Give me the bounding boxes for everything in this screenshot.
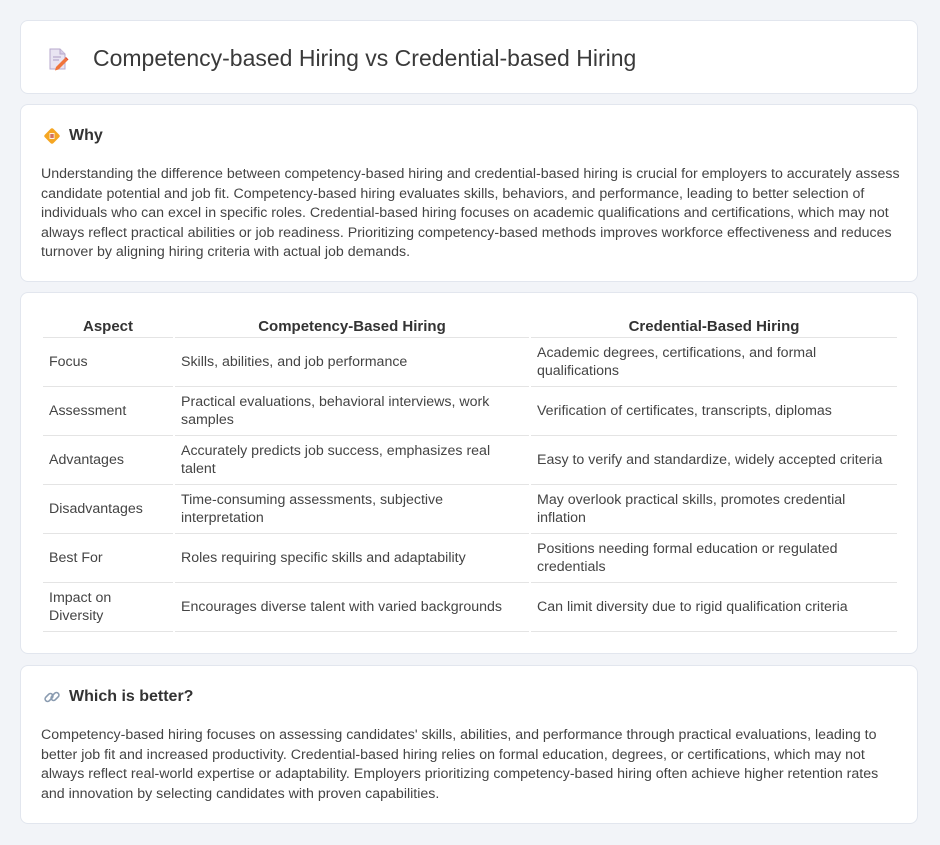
table-row: [43, 436, 897, 485]
cell-competency: Practical evaluations, behavioral interviews, work samples: [175, 387, 529, 436]
cell-competency: Accurately predicts job success, emphasizes real talent: [175, 436, 529, 485]
cell-competency: Roles requiring specific skills and adaptability: [175, 534, 529, 583]
table-header-row: [43, 315, 897, 338]
table-row: [43, 534, 897, 583]
cell-aspect: Impact on Diversity: [43, 583, 173, 632]
header-competency: Competency-Based Hiring: [175, 315, 529, 338]
link-icon: [43, 688, 61, 706]
why-title: Why: [69, 127, 103, 144]
page-title: Competency-based Hiring vs Credential-based Hiring: [93, 45, 637, 71]
cell-aspect: Best For: [43, 534, 173, 583]
comparison-table: [41, 315, 899, 632]
header-card: [20, 20, 918, 94]
cell-credential: Verification of certificates, transcripts, diplomas: [531, 387, 897, 436]
why-text: Understanding the difference between competency-based hiring and credential-based hiring is crucial for employers to accurately assess candidate potential and job fit. Competency-based hiring evaluates skills, behaviors, and performance, leading to better selection of individuals who can excel in specific roles. Credential-based hiring focuses on academic qualifications and certifications, which may not always reflect practical abilities or job readiness. Prioritizing competency-based methods improves workforce effectiveness and reduces turnover by aligning hiring criteria with actual job demands.: [41, 166, 900, 261]
header-aspect: Aspect: [43, 315, 173, 338]
document-edit-icon: [47, 47, 69, 71]
why-section: [20, 104, 918, 282]
comparison-section: [20, 292, 918, 654]
which-is-better-title: Which is better?: [69, 688, 194, 705]
which-is-better-text: Competency-based hiring focuses on assessing candidates' skills, abilities, and performance through practical evaluations, leading to better job fit and increased productivity. Credential-based hiring relies on formal education, degrees, or certifications, which may not always reflect real-world expertise or adaptability. Employers prioritizing competency-based hiring often achieve higher retention rates and innovation by selecting candidates with proven capabilities.: [41, 727, 879, 802]
diamond-warning-icon: [43, 127, 61, 145]
cell-competency: Skills, abilities, and job performance: [175, 338, 529, 387]
table-row: [43, 387, 897, 436]
cell-aspect: Focus: [43, 338, 173, 387]
which-is-better-section: [20, 665, 918, 824]
cell-credential: Easy to verify and standardize, widely accepted criteria: [531, 436, 897, 485]
cell-aspect: Disadvantages: [43, 485, 173, 534]
cell-credential: May overlook practical skills, promotes credential inflation: [531, 485, 897, 534]
header-credential: Credential-Based Hiring: [531, 315, 897, 338]
cell-credential: Can limit diversity due to rigid qualification criteria: [531, 583, 897, 632]
cell-credential: Academic degrees, certifications, and formal qualifications: [531, 338, 897, 387]
cell-aspect: Assessment: [43, 387, 173, 436]
cell-competency: Encourages diverse talent with varied backgrounds: [175, 583, 529, 632]
table-row: [43, 485, 897, 534]
cell-credential: Positions needing formal education or regulated credentials: [531, 534, 897, 583]
cell-aspect: Advantages: [43, 436, 173, 485]
cell-competency: Time-consuming assessments, subjective interpretation: [175, 485, 529, 534]
table-row: [43, 583, 897, 632]
table-row: [43, 338, 897, 387]
